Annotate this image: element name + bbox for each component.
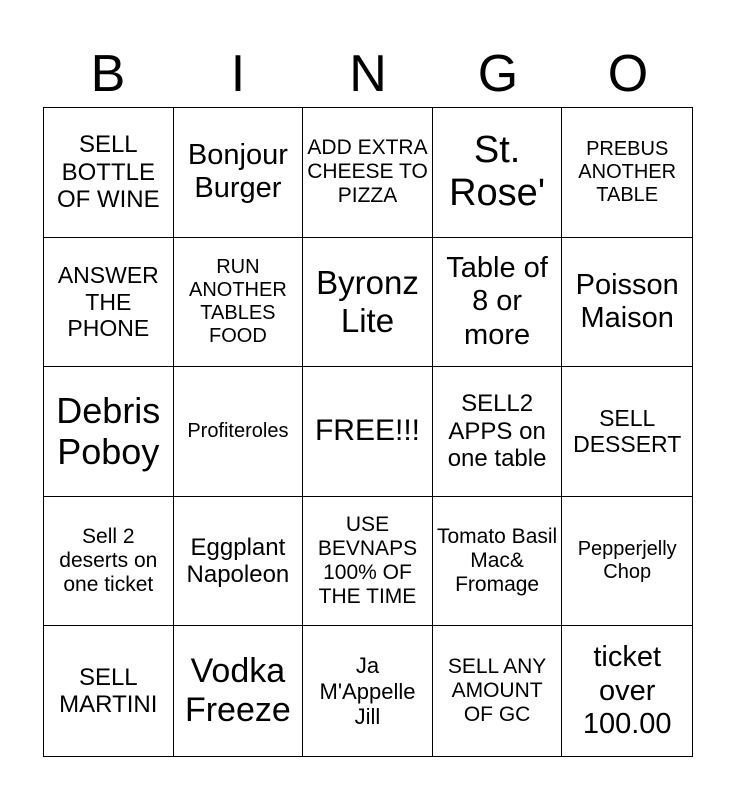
- bingo-cell[interactable]: SELL2 APPS on one table: [433, 367, 563, 497]
- bingo-cell[interactable]: Profiteroles: [174, 367, 304, 497]
- header-letter-b: B: [90, 45, 126, 103]
- bingo-cell[interactable]: Table of 8 or more: [433, 238, 563, 368]
- bingo-cell[interactable]: FREE!!!: [303, 367, 433, 497]
- bingo-cell[interactable]: Debris Poboy: [44, 367, 174, 497]
- bingo-cell[interactable]: SELL MARTINI: [44, 626, 174, 756]
- bingo-cell[interactable]: Pepperjelly Chop: [562, 497, 692, 627]
- bingo-cell[interactable]: Vodka Freeze: [174, 626, 304, 756]
- bingo-cell[interactable]: ticket over 100.00: [582, 641, 672, 740]
- bingo-cell[interactable]: SELL DESSERT: [562, 367, 692, 497]
- bingo-cell[interactable]: USE BEVNAPS 100% OF THE TIME: [303, 497, 433, 627]
- header-letter-o: O: [607, 45, 649, 103]
- bingo-cell[interactable]: Bonjour Burger: [174, 108, 304, 238]
- header-letter-i: I: [230, 45, 246, 103]
- bingo-cell[interactable]: Ja M'Appelle Jill: [303, 626, 433, 756]
- bingo-cell[interactable]: St. Rose': [433, 108, 563, 238]
- header-letter-g: G: [477, 45, 519, 103]
- bingo-cell[interactable]: SELL BOTTLE OF WINE: [44, 108, 174, 238]
- bingo-cell[interactable]: ANSWER THE PHONE: [44, 238, 174, 368]
- bingo-cell[interactable]: Byronz Lite: [303, 238, 433, 368]
- bingo-cell[interactable]: PREBUS ANOTHER TABLE: [562, 108, 692, 238]
- bingo-cell[interactable]: SELL ANY AMOUNT OF GC: [433, 626, 563, 756]
- bingo-header: [43, 42, 693, 106]
- bingo-cell[interactable]: Sell 2 deserts on one ticket: [44, 497, 174, 627]
- bingo-cell[interactable]: ADD EXTRA CHEESE TO PIZZA: [303, 108, 433, 238]
- bingo-cell[interactable]: Tomato Basil Mac& Fromage: [433, 497, 563, 627]
- header-letter-n: N: [349, 45, 387, 103]
- bingo-cell[interactable]: Poisson Maison: [562, 238, 692, 368]
- bingo-board: [43, 107, 693, 757]
- bingo-cell[interactable]: RUN ANOTHER TABLES FOOD: [174, 238, 304, 368]
- bingo-cell[interactable]: Eggplant Napoleon: [174, 497, 304, 627]
